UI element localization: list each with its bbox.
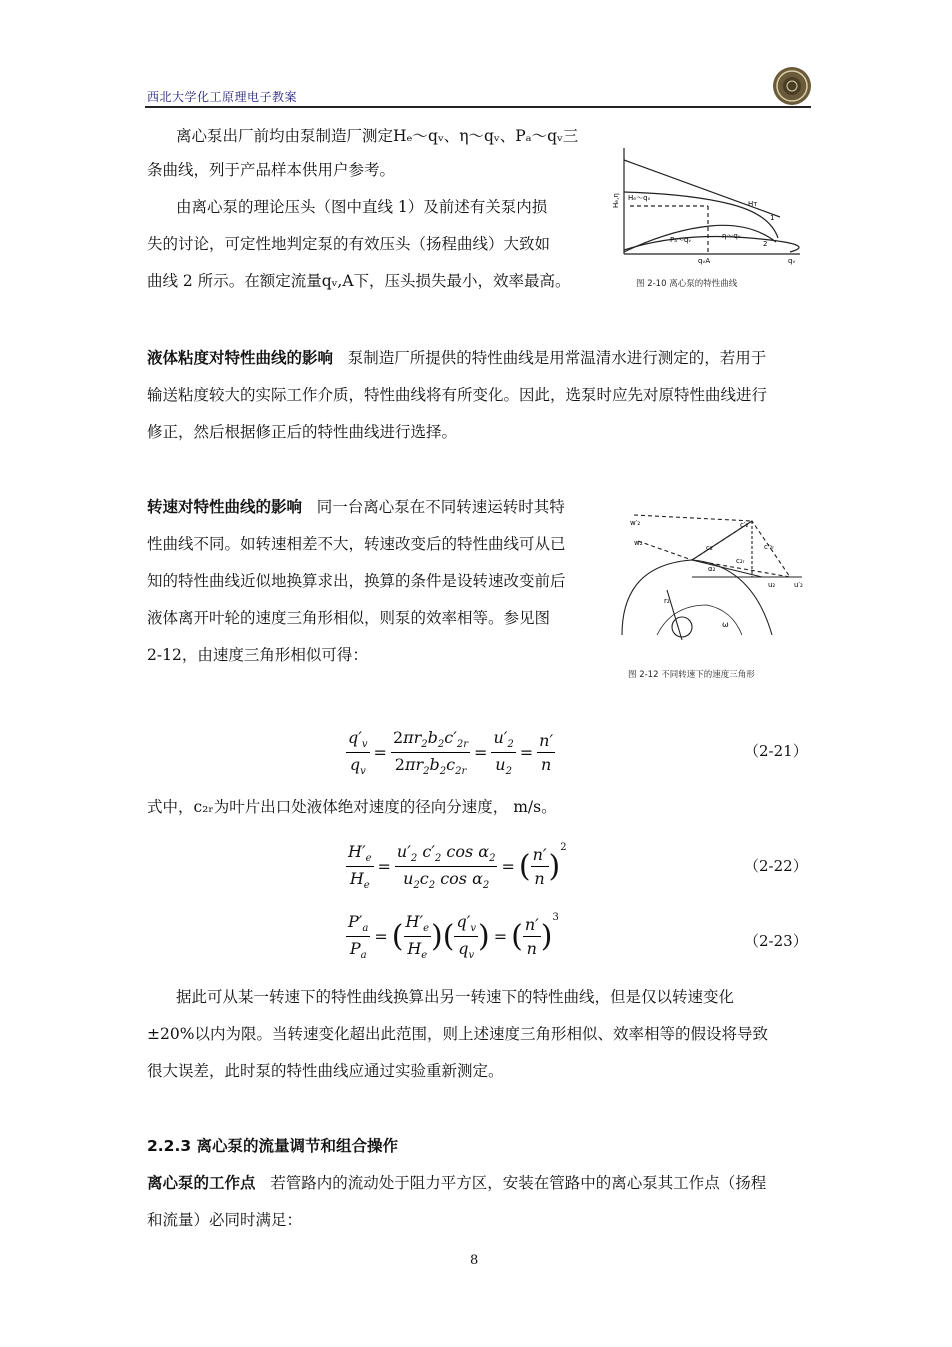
fig212-c2-label: c₂ xyxy=(706,544,713,552)
university-seal-icon xyxy=(772,66,812,106)
paragraph-line: ±20%以内为限。当转速变化超出此范围，则上述速度三角形相似、效率相等的假设将导致 xyxy=(147,1025,768,1043)
paragraph-line: 据此可从某一转速下的特性曲线换算出另一转速下的特性曲线，但是仅以转速变化 xyxy=(176,988,735,1006)
fig210-y-label: Hₑ,η xyxy=(612,193,620,208)
fig212-c2r-label: c₂ᵣ xyxy=(736,557,745,565)
equation-2-21: $\frac{q'_v}{q_v}$ = $\frac{2\pi r_2b_2c'_{2r}}{2\pi r_2b_2c_{2r}}$ = $\frac{u'_2}{u_2}$ = $\frac{n'}{n}$ xyxy=(348,728,554,778)
paragraph-line xyxy=(147,348,766,368)
equation-2-22: $\frac{H'_e}{H_e}$ = $\frac{u'_2 c'_2 \cos \alpha_2}{u_2c_2 \cos \alpha_2}$ = ( $\frac{n'}{n}$ ) $^2$ xyxy=(348,842,567,892)
paragraph-line: 修正，然后根据修正后的特性曲线进行选择。 xyxy=(147,423,458,441)
fig212-u2-label: u₂ xyxy=(768,581,776,589)
fig210-he-label: Hₑ～qᵥ xyxy=(628,194,651,202)
paragraph-line: 离心泵出厂前均由泵制造厂测定Hₑ～qᵥ、η～qᵥ、Pₐ～qᵥ三 xyxy=(176,127,579,145)
paragraph-heading: 离心泵的工作点 xyxy=(147,1174,256,1192)
paragraph-line: 由离心泵的理论压头（图中直线 1）及前述有关泵内损 xyxy=(176,198,548,216)
paragraph-line: 条曲线，列于产品样本供用户参考。 xyxy=(147,161,396,179)
figure-caption: 图 2-12 不同转速下的速度三角形 xyxy=(628,670,755,680)
fig212-r2-label: r₂ xyxy=(664,597,670,605)
paragraph-line: 性曲线不同。如转速相差不大，转速改变后的特性曲线可从已 xyxy=(147,535,566,553)
paragraph-line xyxy=(147,497,565,517)
page-number: 8 xyxy=(470,1253,479,1268)
fig212-a2-label: α₂ xyxy=(708,565,716,573)
paragraph-line: 很大误差，此时泵的特性曲线应通过实验重新测定。 xyxy=(147,1062,504,1080)
fig212-c2rp-label: c′₂ᵣ xyxy=(764,543,775,551)
section-heading xyxy=(147,1136,398,1156)
paragraph-text: 若管路内的流动处于阻力平方区，安装在管路中的离心泵其工作点（扬程 xyxy=(270,1174,767,1192)
header-rule xyxy=(145,106,811,108)
fig210-curve2-label: 2 xyxy=(763,240,768,248)
equation-number: （2-23） xyxy=(744,932,808,950)
fig210-ht-label: Hᴛ xyxy=(748,200,758,208)
paragraph-text: 泵制造厂所提供的特性曲线是用常温清水进行测定的，若用于 xyxy=(347,349,767,367)
fig210-qv-label: qᵥ xyxy=(788,257,796,265)
fig212-w2-label: w₂ xyxy=(634,539,643,547)
paragraph-line: 液体离开叶轮的速度三角形相似，则泵的效率相等。参见图 xyxy=(147,609,551,627)
section-title: 2.2.3 离心泵的流量调节和组合操作 xyxy=(147,1137,399,1155)
fig210-eta-label: η～qᵥ xyxy=(722,232,741,240)
velocity-triangle-figure xyxy=(612,505,812,655)
figure-caption: 图 2-10 离心泵的特性曲线 xyxy=(636,279,738,289)
paragraph-heading: 液体粘度对特性曲线的影响 xyxy=(147,349,334,367)
fig210-qva-label: qᵥA xyxy=(698,257,711,265)
fig212-w2p-label: w′₂ xyxy=(630,519,641,527)
paragraph-line: 和流量）必同时满足： xyxy=(147,1211,303,1229)
fig212-u2p-label: u′₂ xyxy=(794,581,803,589)
paragraph-line xyxy=(147,1173,766,1193)
paragraph-line: 知的特性曲线近似地换算求出，换算的条件是设转速改变前后 xyxy=(147,572,566,590)
fig212-omega-label: ω xyxy=(722,620,729,629)
equation-2-23: $\frac{P'_a}{P_a}$ = ( $\frac{H'_e}{H_e}$ ) ( $\frac{q'_v}{q_v}$ ) = ( $\frac{n'}{n}$ ) $^3$ xyxy=(348,912,559,962)
paragraph-line: 2-12，由速度三角形相似可得： xyxy=(147,646,368,664)
paragraph-line: 输送粘度较大的实际工作介质，特性曲线将有所变化。因此，选泵时应先对原特性曲线进行 xyxy=(147,386,768,404)
paragraph-text: 同一台离心泵在不同转速运转时其特 xyxy=(316,498,565,516)
paragraph-line: 曲线 2 所示。在额定流量qᵥ,A下，压头损失最小，效率最高。 xyxy=(147,272,571,290)
equation-number: （2-21） xyxy=(744,742,808,760)
equation-number: （2-22） xyxy=(744,857,808,875)
paragraph-line: 失的讨论，可定性地判定泵的有效压头（扬程曲线）大致如 xyxy=(147,235,551,253)
paragraph-line: 式中，c₂ᵣ为叶片出口处液体绝对速度的径向分速度， m/s。 xyxy=(147,798,557,816)
pump-characteristic-curves-figure xyxy=(600,142,805,270)
fig210-curve1-label: 1 xyxy=(770,214,775,222)
header-title: 西北大学化工原理电子教案 xyxy=(147,90,298,104)
fig212-c2p-label: c′₂ xyxy=(740,521,749,529)
fig210-pa-label: Pₐ～qᵥ xyxy=(670,236,692,244)
paragraph-heading: 转速对特性曲线的影响 xyxy=(147,498,303,516)
